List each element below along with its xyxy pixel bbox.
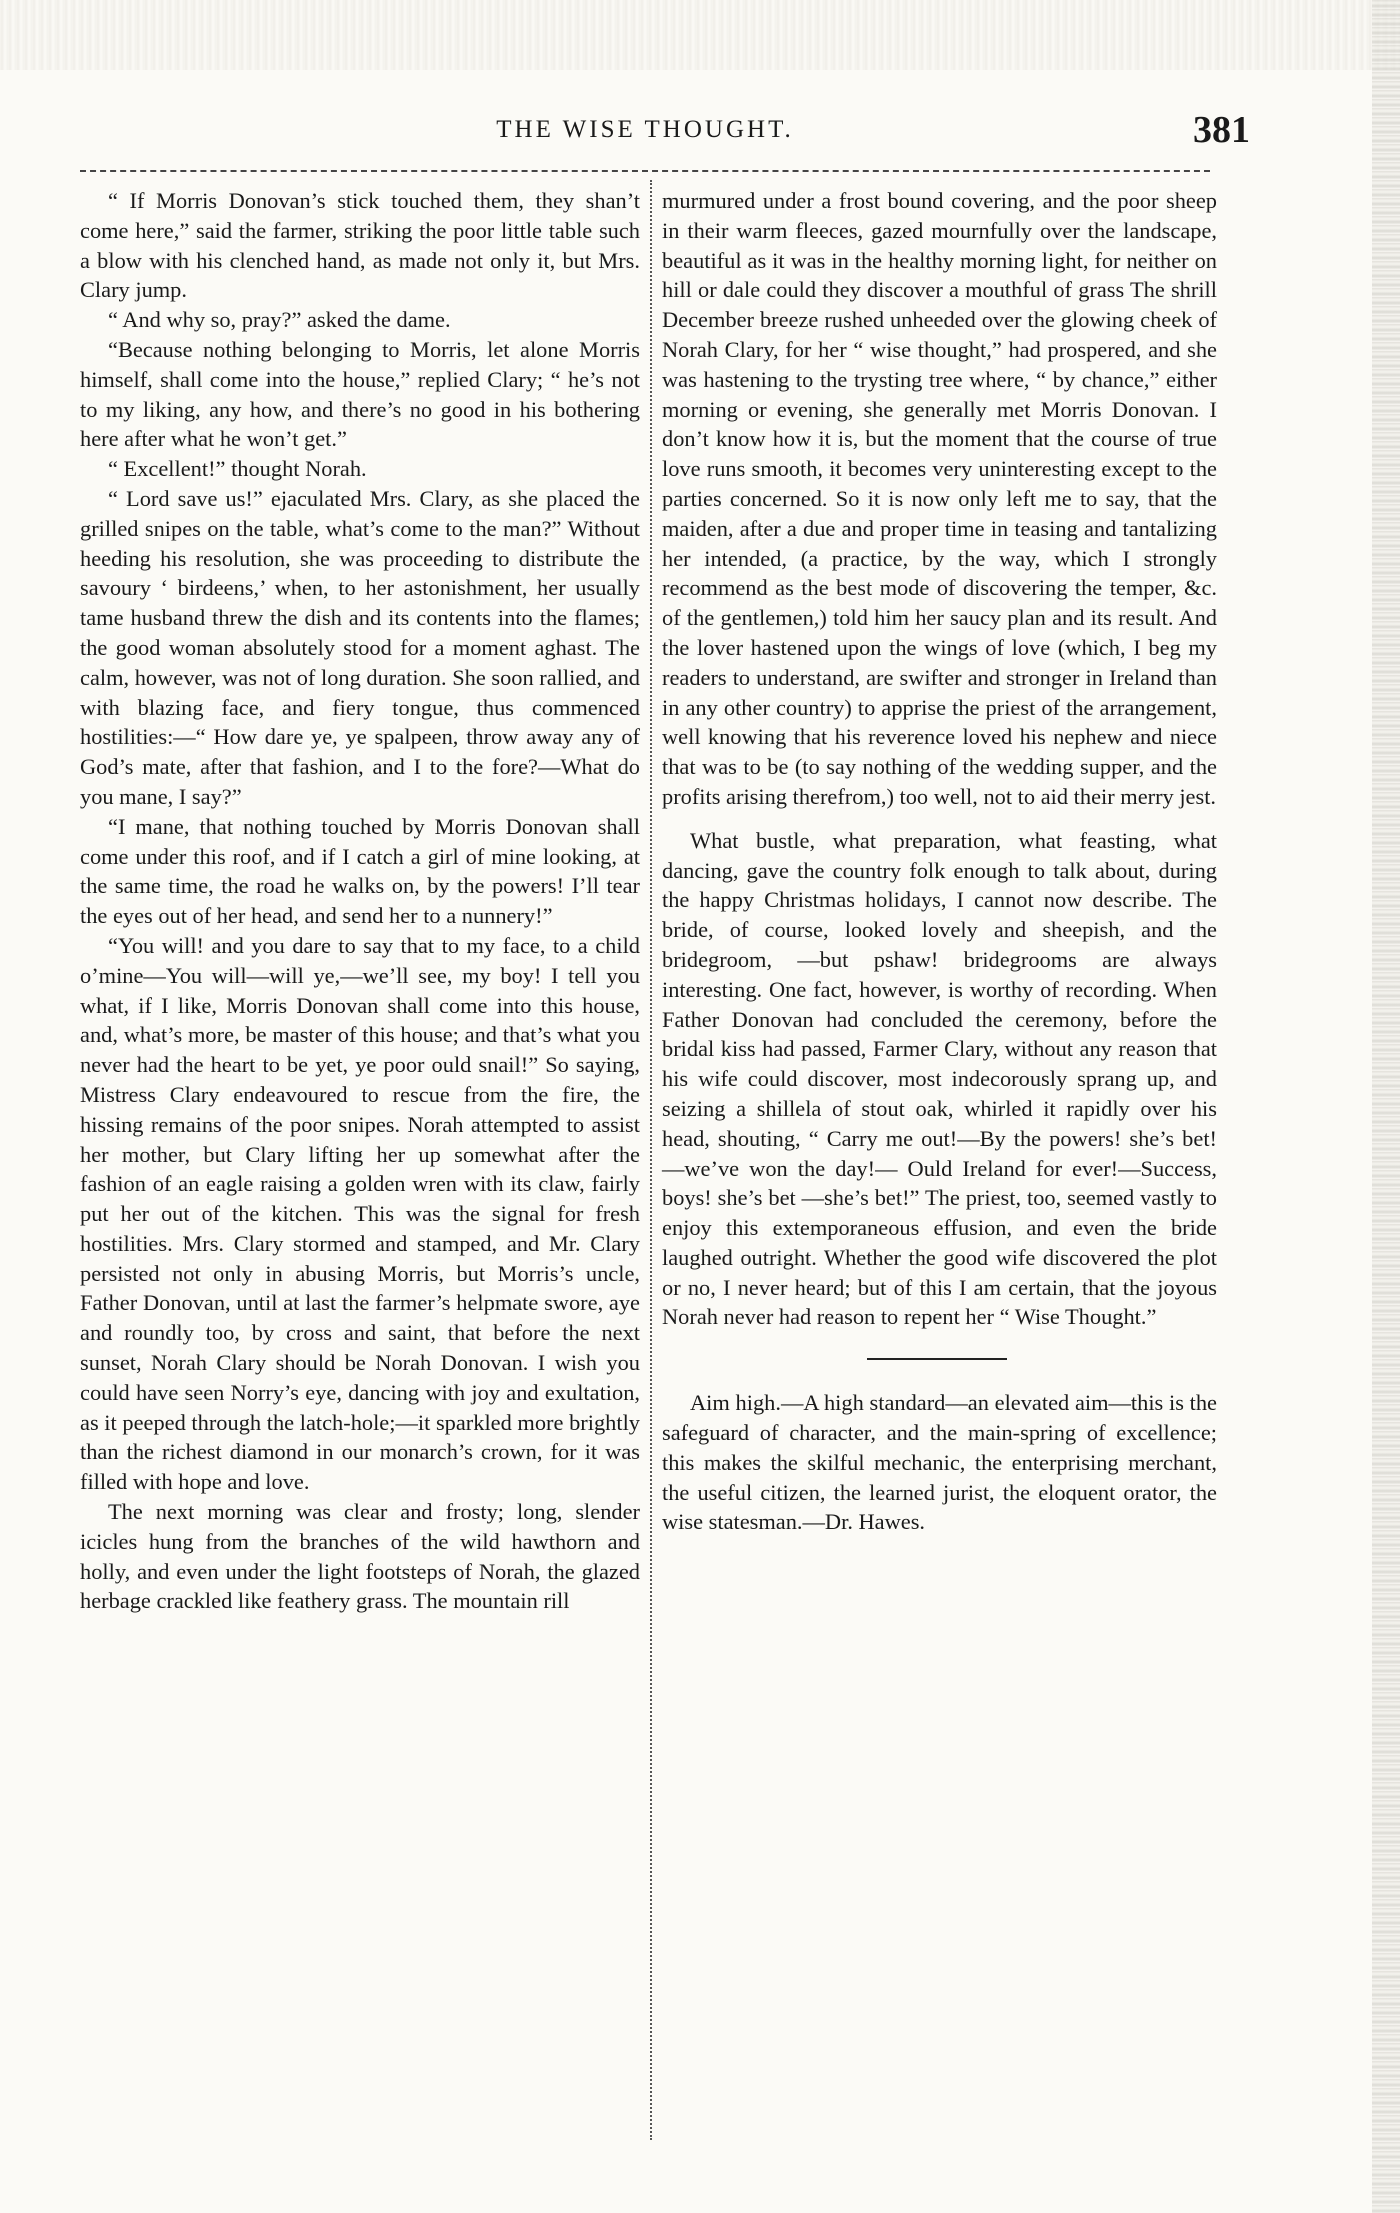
paragraph: “Because nothing belonging to Morris, let alone Morris himself, shall come into the house,” replied Clary; “ he’s not to my liking, any how, and there’s no good in his bothering here after what he won’t get.” bbox=[80, 336, 640, 452]
paragraph: “ And why so, pray?” asked the dame. bbox=[108, 307, 451, 333]
paragraph: “ Excellent!” thought Norah. bbox=[108, 456, 367, 482]
paragraph: “You will! and you dare to say that to my face, to a child o’mine—You will—will ye,—we’ll see, my boy! I tell you what, if I like, Morris Donovan shall come into this house, and, what’s more, be master of this house; and that’s what you never had the heart to be yet, ye poor ould snail!” So saying, Mistress Clary endeavoured to rescue from the fire, the hissing remains of the poor snipes. Norah attempted to assist her mother, but Clary lifting her up somewhat after the fashion of an eagle raising a golden wren with its claw, fairly put her out of the kitchen. This was the signal for fresh hostilities. Mrs. Clary stormed and stamped, and Mr. Clary persisted not only in abusing Morris, but Morris’s uncle, Father Donovan, until at last the farmer’s helpmate swore, aye and roundly too, by cross and saint, that before the next sunset, Norah Clary should be Norah Donovan. I wish you could have seen Norry’s eye, dancing with joy and exultation, as it peeped through the latch-hole;—it sparkled more brightly than the richest diamond in our monarch’s crown, for it was filled with hope and love. bbox=[80, 932, 640, 1495]
left-column bbox=[80, 186, 640, 1616]
page-header bbox=[40, 108, 1250, 156]
paragraph: “I mane, that nothing touched by Morris Donovan shall come under this roof, and if I catch a girl of mine looking, at the same time, the road he walks on, by the powers! I’ll tear the eyes out of her head, and send her to a nunnery!” bbox=[80, 813, 640, 929]
section-rule bbox=[867, 1358, 1007, 1360]
paragraph: murmured under a frost bound covering, and the poor sheep in their warm fleeces, gazed mournfully over the landscape, beautiful as it was in the healthy morning light, for neither on hill or dale could they discover a mouthful of grass The shrill December breeze rushed unheeded over the glowing cheek of Norah Clary, for her “ wise thought,” had prospered, and she was hastening to the trysting tree where, “ by chance,” either morning or evening, she generally met Morris Donovan. I don’t know how it is, but the moment that the course of true love runs smooth, it becomes very uninteresting except to the parties concerned. So it is now only left me to say, that the maiden, after a due and proper time in teasing and tantalizing her intended, (a practice, by the way, which I strongly recommend as the best mode of discovering the temper, &c. of the gentlemen,) told him her saucy plan and its result. And the lover hastened upon the wings of love (which, I beg my readers to understand, are swifter and stronger in Ireland than in any other country) to apprise the priest of the arrangement, well knowing that his reverence loved his nephew and niece that was to be (to say nothing of the wedding supper, and the profits arising therefrom,) too well, not to aid their merry jest. bbox=[662, 188, 1217, 809]
page-number: 381 bbox=[1193, 109, 1250, 151]
paragraph: What bustle, what preparation, what feasting, what dancing, gave the country folk enough to talk about, during the happy Christmas holidays, I cannot now describe. The bride, of course, looked lovely and sheepish, and the bridegroom, —but pshaw! bridegrooms are always interesting. One fact, however, is worthy of recording. When Father Donovan had concluded the ceremony, before the bridal kiss had passed, Farmer Clary, without any reason that his wife could discover, most indecorously sprang up, and seizing a shillela of stout oak, whirled it rapidly over his head, shouting, “ Carry me out!—By the powers! she’s bet!—we’ve won the day!— Ould Ireland for ever!—Success, boys! she’s bet —she’s bet!” The priest, too, seemed vastly to enjoy this extemporaneous effusion, and even the bride laughed outright. Whether the good wife discovered the plot or no, I never heard; but of this I am certain, that the joyous Norah never had reason to repent her “ Wise Thought.” bbox=[662, 827, 1217, 1330]
scan-binding-edge bbox=[1372, 0, 1400, 2213]
header-rule bbox=[80, 170, 1210, 172]
right-column bbox=[662, 186, 1217, 1537]
scan-noise-top bbox=[0, 0, 1400, 70]
paragraph: The next morning was clear and frosty; long, slender icicles hung from the branches of the wild hawthorn and holly, and even under the light footsteps of Norah, the glazed herbage crackled like feathery grass. The mountain rill bbox=[80, 1499, 640, 1614]
running-title: THE WISE THOUGHT. bbox=[496, 116, 794, 143]
column-divider bbox=[650, 180, 652, 2140]
paragraph: “ If Morris Donovan’s stick touched them, they shan’t come here,” said the farmer, striking the poor little table such a blow with his clenched hand, as made not only it, but Mrs. Clary jump. bbox=[80, 188, 640, 303]
aim-high-paragraph: Aim high.—A high standard—an elevated aim—this is the safeguard of character, and the main-spring of excellence; this makes the skilful mechanic, the enterprising merchant, the useful citizen, the learned jurist, the eloquent orator, the wise statesman.—Dr. Hawes. bbox=[662, 1390, 1217, 1535]
paragraph: “ Lord save us!” ejaculated Mrs. Clary, as she placed the grilled snipes on the table, what’s come to the man?” Without heeding his resolution, she was proceeding to distribute the savoury ‘ birdeens,’ when, to her astonishment, her usually tame husband threw the dish and its contents into the flames; the good woman absolutely stood for a moment aghast. The calm, however, was not of long duration. She soon rallied, and with blazing face, and fiery tongue, thus commenced hostilities:—“ How dare ye, ye spalpeen, throw away any of God’s mate, after that fashion, and I to the fore?—What do you mane, I say?” bbox=[80, 485, 640, 809]
